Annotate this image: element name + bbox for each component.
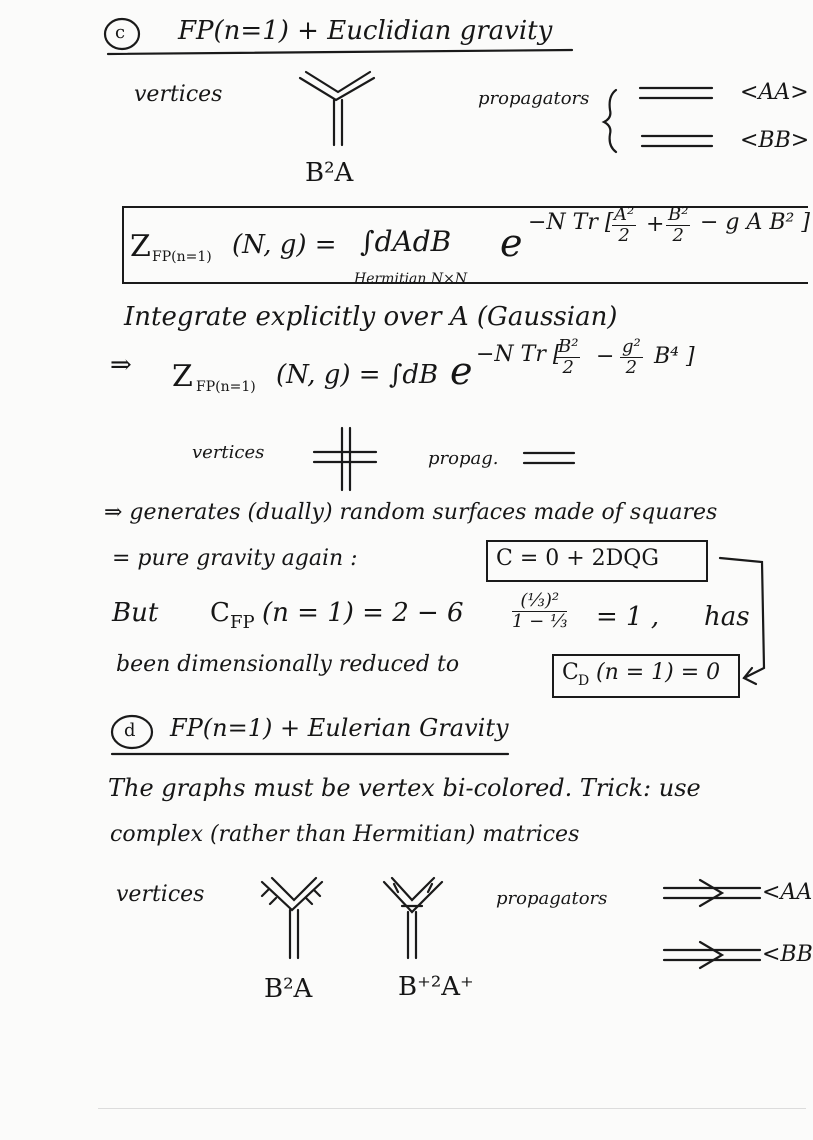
vertex-d1-name: B²A: [264, 974, 313, 1004]
exp-prefix: −N Tr [: [528, 210, 614, 235]
vertex-name-b2a: B²A: [305, 158, 354, 188]
exp-suffix: − g A B² ]: [700, 210, 810, 235]
propagators-d-label: propagators: [496, 888, 608, 909]
integral-dadb: ∫dAdB: [360, 225, 452, 258]
cd-symbol: C: [562, 660, 579, 685]
page-edge: [98, 1108, 806, 1109]
plus-sign: +: [646, 212, 665, 237]
propagator-brace: [604, 90, 616, 152]
cd-subscript: D: [578, 673, 590, 689]
section-c-title: FP(n=1) + Euclidian gravity: [178, 16, 553, 46]
z2-subscript: FP(n=1): [196, 379, 256, 395]
propagator-aa: <AA>: [740, 80, 809, 105]
z2-frac-b2: $\frac{\text{B²}}{2}$: [558, 336, 579, 378]
propagators-label: propagators: [478, 88, 590, 109]
has-word: has: [704, 602, 750, 632]
bicolored-line-1: The graphs must be vertex bi-colored. Trick: use: [108, 774, 701, 802]
cfp-fraction: (⅓)² 1 − ⅓: [512, 590, 568, 632]
integrate-line: Integrate explicitly over A (Gaussian): [124, 302, 618, 332]
cfp-args: (n = 1) = 2 − 6: [262, 598, 464, 628]
exp-e: e: [500, 221, 523, 265]
propagator-d-bb: <BB: [762, 942, 813, 967]
z-args: (N, g) =: [232, 230, 337, 260]
implies-arrow: ⇒: [110, 350, 132, 380]
section-c-label: c: [115, 22, 126, 43]
z-symbol: Z: [130, 229, 151, 264]
z2-exp-prefix: −N Tr [: [476, 342, 562, 367]
cfp-equals: = 1 ,: [596, 602, 660, 632]
z2-exp-e: e: [450, 349, 473, 393]
generates-line: ⇒ generates (dually) random surfaces made of squares: [104, 500, 718, 525]
cfp-subscript: FP: [230, 612, 255, 633]
vertices-d-label: vertices: [116, 882, 205, 907]
y-vertex-top-right: [306, 72, 370, 92]
propagator-bb: <BB>: [740, 128, 810, 153]
section-d-title: FP(n=1) + Eulerian Gravity: [170, 714, 509, 742]
pure-gravity-line: = pure gravity again :: [112, 546, 358, 571]
propag2-label: propag.: [428, 448, 499, 469]
z2-args: (N, g) = ∫dB: [276, 360, 439, 390]
cd-args: (n = 1) = 0: [596, 660, 721, 685]
integral-measure: Hermitian N×N: [354, 271, 468, 287]
vertices-label: vertices: [134, 82, 223, 107]
frac-b2-over-2: $\frac{\text{B²}}{2}$: [668, 204, 689, 246]
bicolored-line-2: complex (rather than Hermitian) matrices: [110, 822, 580, 847]
y-vertex-top-left: [300, 78, 374, 100]
propagator-d-aa: <AA: [762, 880, 813, 905]
boxed-c-zero-text: C = 0 + 2DQG: [496, 546, 659, 571]
but-label: But: [112, 598, 159, 628]
vertices2-label: vertices: [192, 442, 265, 463]
z2-symbol: Z: [172, 359, 193, 394]
z2-minus: −: [596, 344, 615, 369]
cfp-symbol: C: [210, 598, 230, 628]
vertex-d2-name: B⁺²A⁺: [398, 972, 474, 1002]
reduced-line: been dimensionally reduced to: [116, 652, 460, 677]
frac-a2-over-2: $\frac{\text{A²}}{2}$: [614, 204, 635, 246]
section-d-label: d: [124, 720, 136, 741]
z2-exp-suffix: B⁴ ]: [654, 344, 695, 369]
z-subscript: FP(n=1): [152, 249, 212, 265]
z2-frac-g2: $\frac{\text{g²}}{2}$: [622, 336, 641, 378]
title-c-underline: [108, 50, 572, 54]
